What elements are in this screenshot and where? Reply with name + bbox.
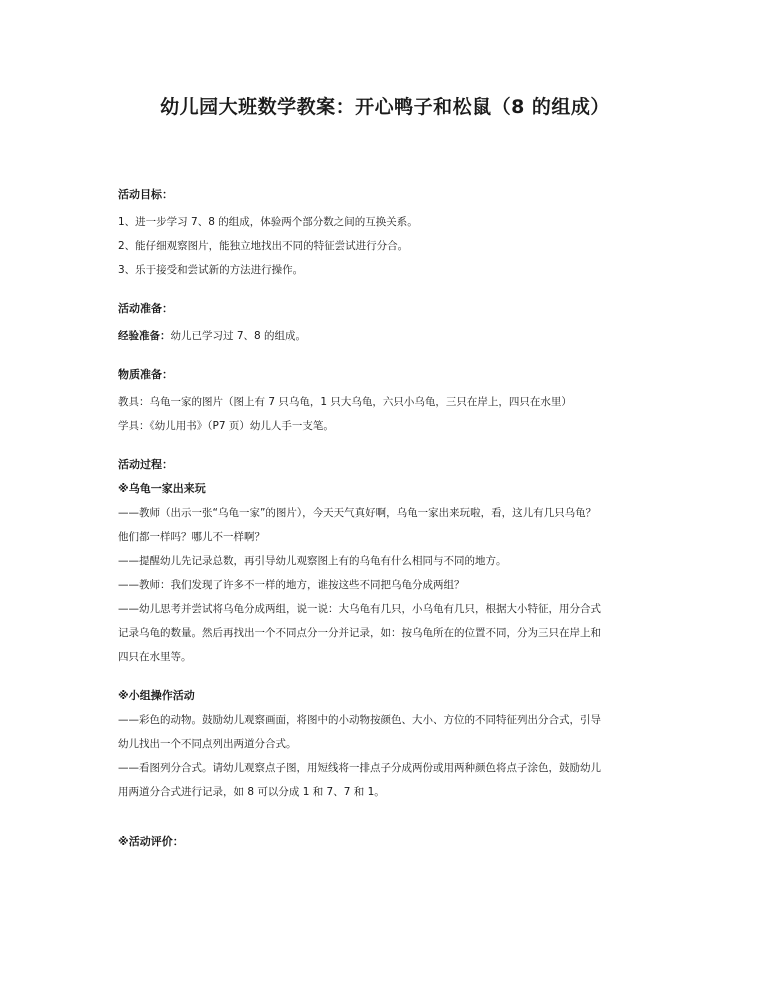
experience-label: 经验准备： bbox=[118, 330, 171, 342]
process-line: ——看图列分合式。请幼儿观察点子图，用短线将一排点子分成两份或用两种颜色将点子涂色，鼓励幼儿 bbox=[118, 762, 601, 774]
student-materials: 学具：《幼儿用书》（P7 页）幼儿人手一支笔。 bbox=[118, 420, 334, 432]
goal-item: 2、能仔细观察图片，能独立地找出不同的特征尝试进行分合。 bbox=[118, 240, 409, 252]
process-line: 用两道分合式进行记录，如 8 可以分成 1 和 7、7 和 1。 bbox=[118, 786, 385, 798]
teacher-materials: 教具：乌龟一家的图片（图上有 7 只乌龟，1 只大乌龟，六只小乌龟，三只在岸上，四只在水里） bbox=[118, 396, 572, 408]
process-line: 记录乌龟的数量。然后再找出一个不同点分一分并记录，如：按乌龟所在的位置不同，分为三只在岸上和 bbox=[118, 627, 601, 639]
document-body bbox=[118, 188, 658, 849]
page-title: 幼儿园大班数学教案：开心鸭子和松鼠（8 的组成） bbox=[160, 96, 610, 118]
goal-item: 1、进一步学习 7、8 的组成，体验两个部分数之间的互换关系。 bbox=[118, 216, 418, 228]
section-title: ※小组操作活动 bbox=[118, 689, 195, 702]
section-title: ※乌龟一家出来玩 bbox=[118, 482, 206, 495]
materials-heading: 物质准备： bbox=[118, 368, 173, 381]
process-line: ——教师（出示一张“乌龟一家”的图片），今天天气真好啊，乌龟一家出来玩啦，看，这儿有几只乌龟？ bbox=[118, 507, 597, 519]
prep-heading: 活动准备： bbox=[118, 302, 173, 315]
process-line: 四只在水里等。 bbox=[118, 651, 192, 663]
process-heading: 活动过程： bbox=[118, 458, 173, 471]
process-line: 他们都一样吗？哪儿不一样啊？ bbox=[118, 531, 265, 543]
process-line: ——幼儿思考并尝试将乌龟分成两组，说一说：大乌龟有几只，小乌龟有几只，根据大小特征，用分合式 bbox=[118, 603, 601, 615]
process-line: 幼儿找出一个不同点列出两道分合式。 bbox=[118, 738, 297, 750]
process-line: ——提醒幼儿先记录总数，再引导幼儿观察图上有的乌龟有什么相同与不同的地方。 bbox=[118, 555, 507, 567]
experience-prep bbox=[118, 329, 658, 343]
process-line: ——彩色的动物。鼓励幼儿观察画面，将图中的小动物按颜色、大小、方位的不同特征列出分合式，引导 bbox=[118, 714, 601, 726]
evaluation-heading: ※活动评价： bbox=[118, 835, 184, 848]
experience-text: 幼儿已学习过 7、8 的组成。 bbox=[170, 330, 307, 342]
goals-heading: 活动目标： bbox=[118, 188, 173, 201]
process-line: ——教师：我们发现了许多不一样的地方，谁按这些不同把乌龟分成两组？ bbox=[118, 579, 465, 591]
goal-item: 3、乐于接受和尝试新的方法进行操作。 bbox=[118, 264, 304, 276]
